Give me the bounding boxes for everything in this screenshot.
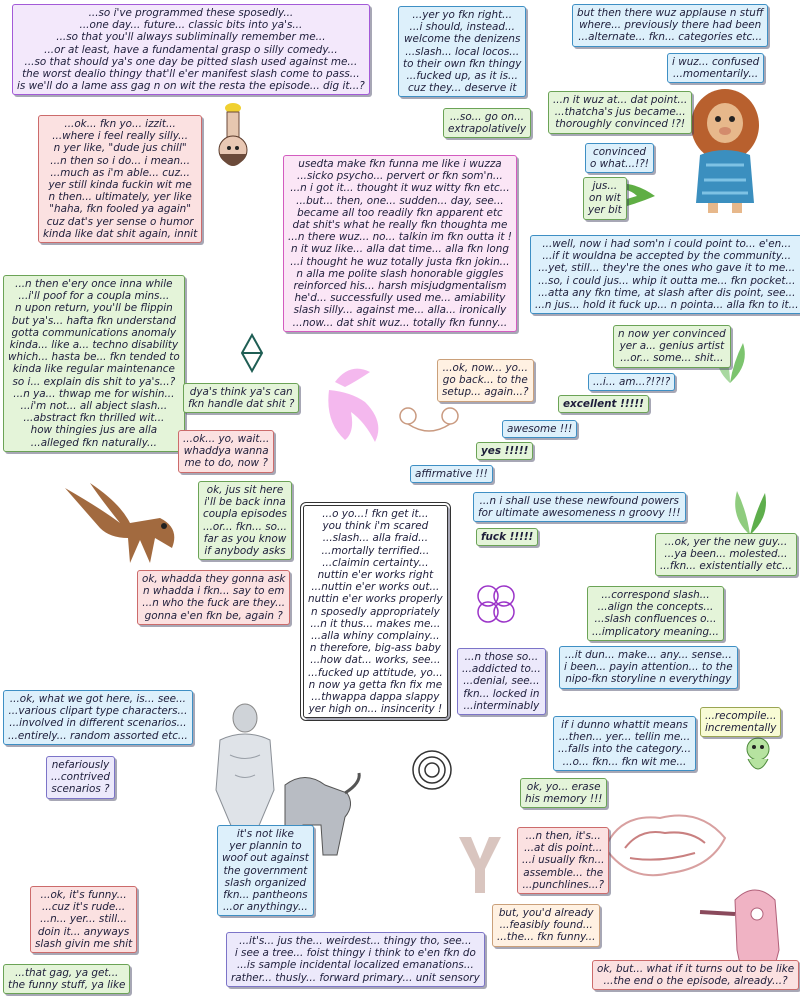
bubble-text-line: n now yer convinced (618, 328, 726, 340)
bubble-text-line: n therefore, big-ass baby (309, 642, 441, 655)
bubble-text-line: ...addicted to... (462, 663, 541, 676)
bubble-text-line: yer bit (588, 204, 622, 217)
bubble-text-line: yer plannin to (229, 840, 302, 853)
speech-bubble (667, 53, 764, 83)
bubble-text-line: ...ok, now... yo... (442, 362, 528, 374)
speech-bubble (613, 325, 731, 368)
bubble-text-line: ...i... am...?!?!? (593, 376, 671, 388)
bubble-text-line: "haha, fkn fooled ya again" (49, 203, 192, 216)
speech-bubble (520, 778, 607, 808)
bubble-text-line: ...fkn... existentially etc... (660, 560, 792, 573)
bubble-text-line: n yer like, "dude jus chill" (53, 142, 187, 155)
bubble-text-line: but ya's... hafta fkn understand (11, 314, 176, 327)
speech-bubble (12, 4, 370, 95)
bubble-text-line: slash organized (224, 876, 307, 889)
bubble-text-line: ...n those so... (464, 651, 539, 663)
bubble-text-line: the government (223, 864, 308, 877)
bubble-text-line: yer still kinda fuckin wit me (48, 179, 192, 192)
bubble-text-line: slash givin me shit (35, 937, 133, 950)
bubble-text-line: ...cuz it's rude... (41, 901, 126, 914)
bubble-text-line: ...various clipart type characters... (8, 705, 188, 718)
bubble-text-line: ...fucked up, as it is... (406, 70, 518, 83)
speech-bubble (502, 420, 577, 438)
bubble-text-line: ...yet, still... they're the ones who gave it to me... (538, 262, 796, 275)
bubble-text-line: ...or... some... shit... (620, 352, 724, 365)
bubble-text-line: convinced (592, 146, 646, 158)
bubble-text-line: ...alla whiny complainy... (311, 630, 440, 643)
bubble-text-line: o what...!?! (590, 158, 649, 171)
bubble-text-line: gonna e'en fkn be, again ? (144, 609, 283, 622)
bubble-text-line: ...n who the fuck are they... (142, 597, 286, 610)
speech-bubble (492, 904, 600, 947)
bubble-text-line: ...ok... fkn yo... izzit... (64, 118, 176, 130)
bubble-text-line: i wuz... confused (672, 56, 760, 68)
bubble-text-line: ...slash... alla fraid... (322, 532, 429, 545)
speech-bubble (553, 716, 696, 771)
speech-bubble (283, 155, 517, 332)
bubble-text-line: ...it's... jus the... weirdest... thingy tho, see... (239, 935, 472, 947)
bubble-text-line: ...alternate... fkn... categories etc... (578, 31, 763, 44)
speech-bubble (587, 586, 724, 641)
y-letter-clipart (455, 835, 505, 895)
bubble-text-line: the funny stuff, ya like (8, 979, 126, 992)
speech-bubble (198, 481, 292, 560)
bubble-text-line: fkn handle dat shit ? (188, 398, 295, 411)
bubble-text-line: ...ok... yo, wait... (183, 433, 270, 445)
speech-bubble (548, 91, 692, 134)
bubble-text-line: scenarios ? (51, 783, 110, 796)
speech-bubble (46, 756, 115, 799)
bubble-text-line: ...implicatory meaning... (592, 625, 719, 638)
bubble-text-line: ...sicko psycho... pervert or fkn som'n... (297, 170, 503, 183)
bubble-text-line: n whadda i fkn... say to em (143, 585, 285, 598)
bubble-text-line: go back... to the (442, 374, 528, 387)
bubble-text-line: to their own fkn thingy (403, 57, 522, 70)
bubble-text-line: nuttin e'er works right (317, 569, 434, 582)
bubble-text-line: ...i usually fkn... (522, 854, 605, 867)
speech-bubble (226, 932, 485, 987)
bubble-text-line: jus... (592, 180, 618, 192)
bubble-text-line: doin it... anyways (37, 925, 130, 938)
bubble-text-line: which... hasta be... fkn tended to (8, 351, 180, 364)
bubble-text-line: ...so i've programmed these sposedly... (88, 7, 294, 19)
bubble-text-line: ...much as i'm able... cuz... (50, 166, 190, 179)
bubble-text-line: ...interminably (463, 699, 540, 712)
green-alien-clipart (738, 735, 778, 780)
bubble-text-line: ...n jus... hold it fuck up... n pointa... alla fkn to it... (535, 299, 799, 312)
bubble-text-line: ...so that you'll always subliminally remember me... (56, 31, 326, 44)
speech-bubble (3, 690, 193, 745)
bubble-text-line: ...align the concepts... (597, 601, 714, 614)
bubble-text-line: reinforced his... harsh misjudgmentalism (293, 280, 507, 293)
bubble-text-line: ...how dat... works, see... (310, 654, 441, 667)
bubble-text-line: excellent !!!!! (563, 398, 644, 410)
bubble-text-line: ...i should, instead... (409, 21, 515, 34)
bubble-text-line: how thingies jus are alla (30, 424, 158, 437)
bubble-text-line: i see a tree... foist thingy i think to e'en fkn do (234, 947, 476, 960)
bubble-text-line: he'd... successfully used me... amiability (294, 292, 506, 305)
bubble-text-line: ...n then so i do... i mean... (50, 154, 190, 167)
bubble-text-line: ...recompile... (705, 710, 777, 722)
bubble-text-line: nipo-fkn storyline n everythingy (565, 673, 732, 686)
speech-bubble (558, 395, 649, 413)
bubble-text-line: ...the end o the episode, already...? (603, 975, 788, 988)
bubble-text-line: ...n i shall use these newfound powers (479, 495, 679, 507)
bubble-text-line: ...but... then, one... sudden... day, see... (296, 194, 504, 207)
bubble-text-line: usedta make fkn funna me like i wuzza (298, 158, 502, 170)
bubble-text-line: ...abstract fkn thrilled wit... (23, 412, 165, 425)
bubble-text-line: ...so, i could jus... whip it outta me... fkn pocket... (538, 274, 796, 287)
bubble-text-line: fkn... pantheons (223, 889, 308, 902)
bubble-text-line: n sposedly appropriately (310, 605, 440, 618)
caveman-clipart (680, 85, 770, 215)
bubble-text-line: n then... ultimately, yer like (48, 191, 192, 204)
speech-bubble (473, 492, 686, 522)
speech-bubble (655, 533, 797, 576)
bubble-text-line: yes !!!!! (481, 445, 529, 457)
speech-bubble (572, 4, 768, 47)
bubble-text-line: is we'll do a lame ass gag n on wit the resta the episode... dig it...? (17, 80, 365, 93)
bubble-text-line: dya's think ya's can (189, 386, 293, 398)
bubble-text-line: ...involved in different scenarios... (9, 717, 187, 730)
bubble-text-line: ...entirely... random assorted etc... (8, 729, 188, 742)
bubble-text-line: ...it dun... make... any... sense... (564, 649, 732, 661)
bubble-text-line: ...falls into the category... (558, 743, 692, 756)
bubble-text-line: kinda... like a... techno disability (9, 339, 179, 352)
bubble-text-line: ...contrived (51, 771, 110, 784)
bubble-text-line: ...n then e'ery once inna while (15, 278, 173, 290)
bubble-text-line: on wit (588, 192, 621, 205)
bubble-text-line: for ultimate awesomeness n groovy !!! (478, 507, 681, 520)
bubble-text-line: ...ok, yer the new guy... (664, 536, 788, 548)
speech-bubble (303, 505, 448, 718)
bubble-text-line: ...ok, it's funny... (40, 889, 127, 901)
bubble-text-line: i'll be back inna (204, 496, 286, 509)
bubble-text-line: ...i'm not... all abject slash... (20, 400, 168, 413)
bubble-text-line: ...if it wouldna be accepted by the community... (542, 250, 792, 263)
bubble-text-line: ...mortally terrified... (321, 544, 430, 557)
dragon-clipart (60, 478, 190, 573)
speech-bubble (443, 108, 531, 138)
bubble-text-line: cuz dat's yer sense o humor (46, 215, 194, 228)
bubble-text-line: ...ya been... molested... (664, 548, 788, 561)
bubble-text-line: kinda like dat shit again, innit (43, 227, 198, 240)
bubble-text-line: ...well, now i had som'n i could point to... e'en... (542, 238, 792, 250)
bubble-text-line: woof out against (222, 852, 309, 865)
bubble-text-line: nefariously (51, 759, 110, 771)
speech-bubble (398, 6, 526, 97)
speech-bubble (437, 359, 534, 402)
speech-bubble (178, 430, 274, 473)
bubble-text-line: ...so... go on... (450, 111, 524, 123)
bubble-text-line: ...claimin certainty... (322, 556, 429, 569)
bubble-text-line: ok, jus sit here (206, 484, 284, 496)
bubble-text-line: i been... payin attention... to the (564, 661, 733, 674)
bubble-text-line: fkn... locked in (463, 687, 540, 700)
bubble-text-line: ...where i feel really silly... (52, 130, 189, 143)
bubble-text-line: ...n i got it... thought it wuz witty fkn etc... (290, 182, 510, 195)
bubble-text-line: ...or at least, have a fundamental grasp o silly comedy... (44, 43, 338, 56)
bubble-text-line: slash silly... against me... alla... ironically (293, 304, 507, 317)
bubble-text-line: his memory !!! (525, 793, 603, 806)
speech-bubble (517, 827, 609, 894)
speech-bubble (3, 964, 130, 994)
bubble-text-line: where... previously there had been (579, 19, 762, 32)
bubble-text-line: ...correspond slash... (601, 589, 710, 601)
speech-bubble (585, 143, 654, 173)
speech-bubble (559, 646, 738, 689)
bubble-text-line: ...the... fkn funny... (497, 931, 596, 944)
pink-bunny-clipart (315, 362, 390, 444)
concentric-circles-icon (410, 748, 454, 792)
bubble-text-line: kinda like regular maintenance (12, 363, 175, 376)
bubble-text-line: ...momentarily... (673, 68, 759, 81)
bubble-text-line: fuck !!!!! (481, 531, 534, 543)
speech-bubble (137, 570, 290, 625)
bubble-text-line: n upon return, you'll be flippin (15, 302, 173, 315)
bubble-text-line: ...slash... local locos... (405, 45, 520, 58)
bubble-text-line: ...that gag, ya get... (15, 967, 119, 979)
bubble-text-line: but then there wuz applause n stuff (577, 7, 764, 19)
bubble-text-line: so i... explain dis shit to ya's...? (12, 375, 176, 388)
bubble-text-line: n now ya getta fkn fix me (308, 678, 443, 691)
bubble-text-line: ...n there wuz... no... talkin im fkn outta it ! (288, 231, 512, 244)
bubble-text-line: me to do, now ? (184, 457, 268, 470)
bubble-text-line: ...alleged fkn naturally... (30, 436, 157, 449)
pink-ghost-clipart (600, 808, 730, 883)
leaf-clipart-2 (725, 487, 775, 537)
bubble-text-line: far as you know (203, 532, 287, 545)
speech-bubble (410, 465, 493, 483)
bubble-text-line: ok, whadda they gonna ask (142, 573, 286, 585)
bubble-text-line: ...i'll poof for a coupla mins... (18, 290, 170, 303)
speech-bubble (476, 528, 538, 546)
bubble-text-line: coupla episodes (203, 508, 287, 521)
bubble-text-line: ...one day... future... classic bits into ya's... (79, 19, 303, 32)
speech-bubble (592, 960, 799, 990)
speech-bubble (217, 825, 314, 916)
bubble-text-line: if i dunno whattit means (561, 719, 688, 731)
upside-down-figure-clipart (205, 98, 265, 178)
speech-bubble (588, 373, 675, 391)
bubble-text-line: extrapolatively (448, 123, 527, 136)
bubble-text-line: ...so that should ya's one day be pitted slash used against me... (24, 55, 358, 68)
speech-bubble (30, 886, 137, 953)
bubble-text-line: ...slash confluences o... (594, 613, 717, 626)
bubble-text-line: ...now... dat shit wuz... totally fkn funny... (292, 316, 508, 329)
bubble-text-line: ...i thought he wuz totally justa fkn jokin... (290, 255, 510, 268)
bubble-text-line: ...fucked up attitude, yo... (308, 666, 443, 679)
bubble-text-line: became all too readily fkn apparent etc (297, 206, 503, 219)
bubble-text-line: ...ok, what we got here, is... see... (9, 693, 186, 705)
bubble-text-line: ...thatcha's jus became... (554, 106, 686, 119)
ring-connector-icon (398, 398, 460, 432)
bubble-text-line: assemble... the (523, 866, 604, 879)
bubble-text-line: ...n it wuz at... dat point... (553, 94, 688, 106)
bubble-text-line: ...thwappa dappa slappy (311, 691, 440, 704)
speech-bubble (183, 383, 299, 413)
bubble-text-line: ...feasibly found... (499, 919, 593, 932)
bubble-text-line: ...denial, see... (463, 675, 540, 688)
four-petal-knot-icon (472, 580, 520, 628)
bubble-text-line: welcome the denizens (404, 33, 521, 46)
bubble-text-line: yer a... genius artist (619, 340, 725, 353)
speech-bubble (583, 177, 627, 220)
bubble-text-line: nuttin e'er works properly (308, 593, 443, 606)
speech-bubble (38, 115, 202, 243)
bubble-text-line: incrementally (705, 722, 777, 735)
bubble-text-line: rather... thusly... forward primary... unit sensory (231, 971, 480, 984)
bubble-text-line: ...n ya... thwap me for wishin... (13, 387, 175, 400)
bubble-text-line: ...punchlines...? (522, 878, 604, 891)
bubble-text-line: ...yer yo fkn right... (412, 9, 513, 21)
bubble-text-line: ...or... fkn... so... (203, 520, 287, 533)
bubble-text-line: ...is sample incidental localized emanations... (236, 959, 474, 972)
bubble-text-line: ok, yo... erase (526, 781, 601, 793)
bubble-text-line: setup... again...? (442, 386, 529, 399)
bubble-text-line: ...n... yer... still... (40, 913, 127, 926)
bubble-text-line: ...o yo...! fkn get it... (322, 508, 429, 520)
bubble-text-line: cuz they... deserve it (407, 82, 517, 95)
bubble-text-line: ...n it thus... makes me... (310, 617, 441, 630)
bubble-text-line: ...n then, it's... (525, 830, 601, 842)
bubble-text-line: dat shit's what he really fkn thoughta me (292, 219, 508, 232)
bubble-text-line: n it wuz like... alla dat time... alla fkn long (290, 243, 509, 256)
bubble-text-line: ...or anythingy... (222, 901, 308, 914)
bubble-text-line: the worst dealio thingy that'll e'er manifest slash come to pass... (22, 68, 360, 81)
diamond-outline-icon (240, 333, 264, 373)
bubble-text-line: gotta communications anomaly (11, 326, 177, 339)
speech-bubble (3, 275, 185, 452)
bubble-text-line: ...then... yer... tellin me... (558, 731, 691, 744)
bubble-text-line: whaddya wanna (183, 445, 269, 458)
bubble-text-line: n alla me polite slash honorable giggles (296, 267, 504, 280)
bubble-text-line: affirmative !!! (415, 468, 488, 480)
bubble-text-line: it's not like (236, 828, 294, 840)
speech-bubble (476, 442, 533, 460)
bubble-text-line: ...at dis point... (524, 842, 603, 855)
bubble-text-line: but, you'd already (498, 907, 594, 919)
speech-bubble (457, 648, 546, 715)
bubble-text-line: ...nuttin e'er works out... (311, 581, 440, 594)
speech-bubble (700, 707, 781, 737)
bubble-text-line: thoroughly convinced !?! (555, 118, 686, 131)
bubble-text-line: you think i'm scared (322, 520, 429, 533)
bubble-text-line: yer high on... insincerity ! (308, 703, 443, 716)
bubble-text-line: ...o... fkn... fkn wit me... (562, 755, 687, 768)
bubble-text-line: ok, but... what if it turns out to be like (597, 963, 795, 975)
speech-bubble (530, 235, 800, 314)
bubble-text-line: ...atta any fkn time, at slash after dis point, see... (538, 286, 796, 299)
bubble-text-line: awesome !!! (507, 423, 573, 435)
bubble-text-line: if anybody asks (204, 545, 286, 558)
